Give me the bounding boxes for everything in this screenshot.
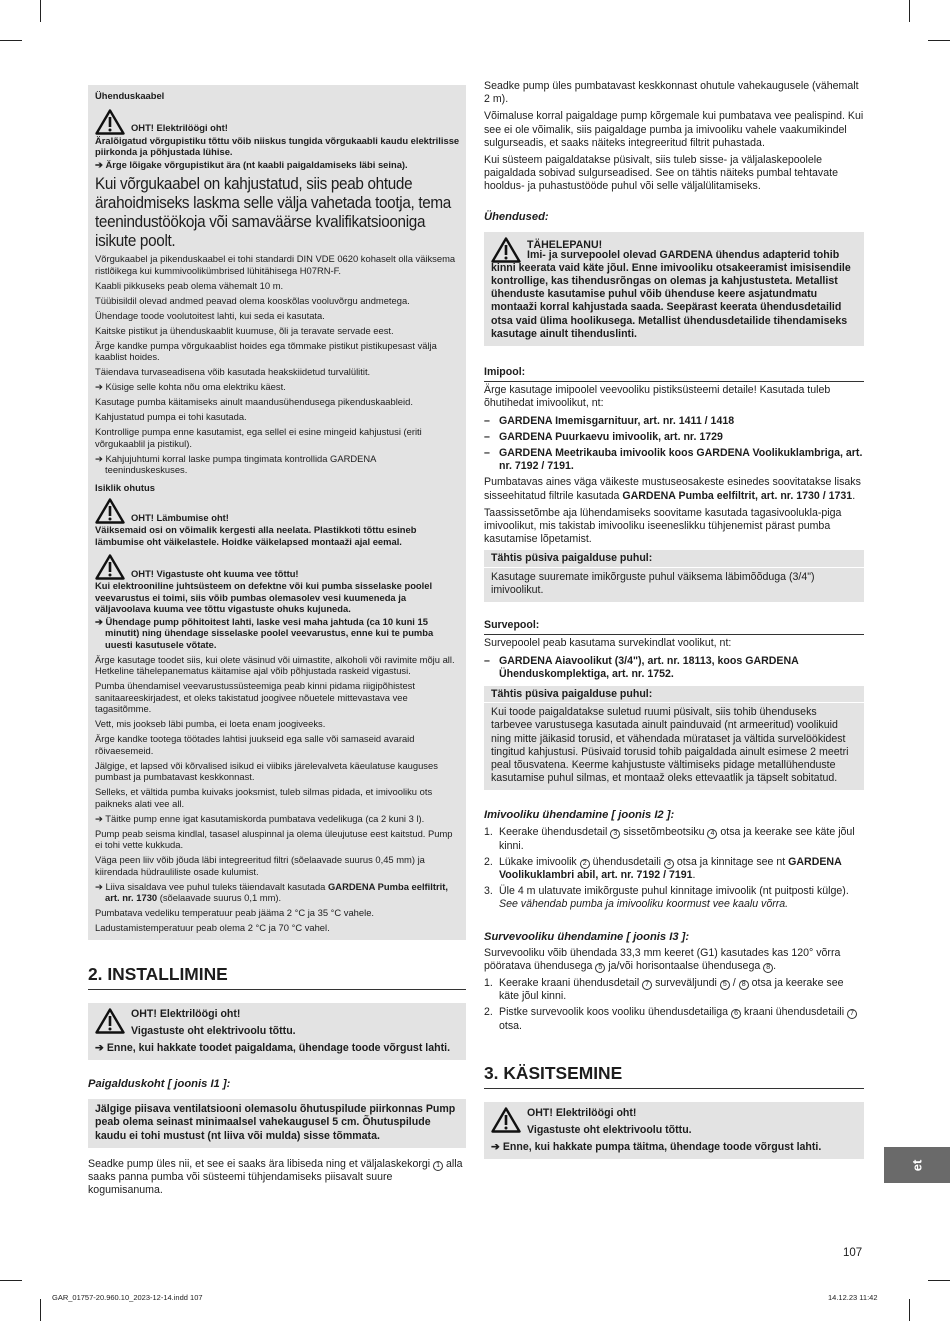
text: Kontrollige pumpa enne kasutamist, ega sellel ei esine mingeid kahjustusi (eriti võrgukaablil ja pistikul). <box>95 426 422 449</box>
list-item: 1. Keerake ühendusdetail 3 sissetõmbeotsiku 4 otsa ja keerake see käte jõul kinni. <box>484 826 855 852</box>
text: Survepoolel peab kasutama survekindlat voolikut, nt: <box>484 637 732 650</box>
text: Ärge kandke tootega töötades lahtisi juukseid ega salle või samaseid avaraid rõivaesemeid. <box>95 733 415 756</box>
arrow-icon: ➔ <box>95 1041 104 1054</box>
warning-icon <box>95 554 125 580</box>
important-text: Kui toode paigaldatakse suletud ruumi püsivalt, siis tohib ühenduseks tarbevee varustusega kasutada ainult painduvaid (nt armeeritud) voolikuid ning mitte jäikasid torusid, et vähendada mürataset ja vältida survelöökidest tingitud kahjustusi. Püsivaid torusid tohib paigaldada ainult esimese 2 meetri peal tõusvatena. Keerme kahjustuste vältimiseks pidage metallühenduste kasutamise puhul silmas, et montaaž oleks ettevaatlik ja täpselt sobitatud. <box>491 706 849 785</box>
text: Pumba ühendamisel veevarustussüsteemiga peab kinni pidama riigipõhistest sanitaareeskirjadest, et oleks takistatud joogivee nõuetele mittevastava vee tagasitõmme. <box>95 680 415 714</box>
text: Väga peen liiv võib jõuda läbi integreeritud filtri (sõelaavade suurus 0,45 mm) ja kiirendada hüdrauliliste osade kulumist. <box>95 854 425 877</box>
heading-rule <box>484 381 864 382</box>
suction-heading: Imipool: <box>484 366 526 379</box>
important-text: Kasutage suuremate imikõrguste puhul väiksema läbimõõduga (3/4") imivoolikut. <box>491 570 815 596</box>
text: Seadke pump üles pumbatavast keskkonnast ohutule vahekaugusele (vähemalt 2 m). <box>484 80 859 106</box>
text: Tüübisildil olevad andmed peavad olema kooskõlas vooluvõrgu andmetega. <box>95 294 410 306</box>
hot-water-warning <box>95 554 460 580</box>
attention-box <box>484 232 864 346</box>
list-item: 1. Keerake kraani ühendusdetail 7 surveväljundi 5 / 8 otsa ja keerake see käte jõul kinni. <box>484 976 844 1003</box>
text: Taassissetõmbe aja lühendamiseks soovitame kasutada tagasivoolukla-piga imivoolikut, mis takistab imivooliku iseeneslikku tühjenemist pärast pumba kasutamise lõpetamist. <box>484 506 842 546</box>
warning-label: OHT! Elektrilöögi oht! <box>131 121 228 133</box>
crop-mark <box>909 1299 910 1321</box>
warning-instruction: ➔ Ühendage pump põhitoitest lahti, laske vesi maha jahtuda (ca 10 kuni 15 minutit) ning ühendage sisselaske poolel veevarustus, enne kui te pumba uuesti kasutusele võtate. <box>95 615 434 650</box>
language-tab: et <box>884 1147 950 1183</box>
list-item: – GARDENA Meetrikauba imivoolik koos GARDENA Voolikuklambriga, art. nr. 7192 / 7191. <box>484 447 863 473</box>
footer-date: 14.12.23 11:42 <box>828 1293 878 1302</box>
warning-text: Äralõigatud võrgupistiku tõttu võib niiskus tungida võrgukaabli kaudu elektrilisse piirkonda ja põhjustada lühise. <box>95 134 460 157</box>
suffocation-warning <box>95 498 460 524</box>
text: Pump peab seisma kindlal, tasasel aluspinnal ja olema üleujutuse eest kaitstud. Pump ei tohi vette kukkuda. <box>95 827 453 850</box>
instruction: ➔ Täitke pump enne igat kasutamiskorda pumbatava vedelikuga (ca 2 kuni 3 l). <box>95 812 425 824</box>
arrow-icon: ➔ <box>95 880 103 892</box>
instruction: ➔ Kahjujuhtumi korral laske pumpa tingimata kontrollida GARDENA teeninduskeskuses. <box>95 452 376 475</box>
warning-row <box>95 1008 460 1042</box>
text: Survevooliku võib ühendada 33,3 mm keeret (G1) kasutades kas 120° võrra pööratava ühendusega 5 ja/või horisontaalse ühendusega 8 . <box>484 946 841 972</box>
warning-icon <box>95 1008 125 1034</box>
right-column <box>484 80 864 1159</box>
placement-text: Seadke pump üles nii, et see ei saaks ära libiseda ning et väljalaskekorgi 1 alla saaks panna pumba või süsteemi tühjendamiseks piisavalt suure kogumisanuma. <box>88 1157 463 1197</box>
heading-rule <box>484 634 864 635</box>
cable-title: Ühenduskaabel <box>95 90 165 101</box>
text: Kui süsteem paigaldatakse püsivalt, siis tuleb sisse- ja väljalaskepoolele paigaldada sobivad sulgurseadised. See on tähtis näiteks pumbal tehtavate hooldus- ja puhastustööde puhul või selle väljalülitamiseks. <box>484 154 838 193</box>
text: Ärge kandke pumpa võrgukaablist hoides ega tõmmake pistikut pistikupesast välja kaablist hoides. <box>95 339 437 362</box>
part-7-icon: 7 <box>642 980 652 990</box>
part-8-icon: 8 <box>763 963 773 973</box>
text: Võimaluse korral paigaldage pump kõrgemale kui pumbatava vee pealispind. Kui see ei ole võimalik, siis paigaldage pumba ja imivooliku vahele vaakumikindel sulgurseadis, et saaks näiteks integreeritud filtrit puhastada. <box>484 110 864 149</box>
important-box <box>484 686 864 790</box>
warning-lines <box>131 1008 296 1042</box>
warning-icon <box>95 498 125 524</box>
suction-hose-heading: Imivooliku ühendamine [ joonis I2 ]: <box>484 809 675 822</box>
connections-heading: Ühendused: <box>484 210 549 223</box>
warning-text: Vigastuste oht elektrivoolu tõttu. <box>131 1024 296 1037</box>
text: Vett, mis jookseb läbi pumba, ei loeta enam joogiveeks. <box>95 718 326 729</box>
crop-mark <box>40 0 41 22</box>
warning-row <box>491 1107 858 1141</box>
text: Pumbatavas aines väga väikeste mustuseosakeste esinedes soovitatakse lisaks sisseehitatud filtrile kasutada GARDENA Pumba eelfiltrit, art. nr. 1730 / 1731. <box>484 476 861 502</box>
instruction: ➔ Küsige selle kohta nõu oma elektriku käest. <box>95 381 286 392</box>
warning-text: Kui elektrooniline juhtsüsteem on defektne või kui pumba sisselaske poolel veevarustus ei toimi, siis võib pumbas olemasolev vesi kuumeneda ja väljavoolava kuuma vee tõttu vigastuste ohuks kujuneda. <box>95 580 433 614</box>
left-column <box>88 85 466 1201</box>
electric-warning <box>95 109 460 135</box>
heading-rule <box>88 989 466 990</box>
text: Kaitske pistikut ja ühenduskaablit kuumuse, õli ja teravate servade eest. <box>95 324 394 336</box>
text: Kasutage pumba käitamiseks ainult maandusühendusega pikenduskaableid. <box>95 396 413 407</box>
placement-box-text: Jälgige piisava ventilatsiooni olemasolu õhutuspilude piirkonnas Pump peab olema seinast minimaalsel vahekaugusel 5 cm. Õhutuspilude kaudu ei tohi mustust (nt liiva või mulda) sisse tõmmata. <box>95 1103 456 1142</box>
list-item: – GARDENA Aiavoolikut (3/4"), art. nr. 18113, koos GARDENA Ühenduskomplektiga, art. nr. 1752. <box>484 654 799 680</box>
list-item: – GARDENA Puurkaevu imivoolik, art. nr. 1729 <box>484 430 723 443</box>
arrow-icon: ➔ <box>491 1141 500 1154</box>
important-box <box>484 550 864 602</box>
placement-heading: Paigalduskoht [ joonis I1 ]: <box>88 1078 231 1091</box>
part-2-icon: 2 <box>580 859 590 869</box>
list-item: 2. Pistke survevoolik koos vooliku ühendusdetailiga 6 kraani ühendusdetaili 7 otsa. <box>484 1006 864 1032</box>
warning-label: OHT! Lämbumise oht! <box>131 512 229 523</box>
heading-rule <box>484 567 864 568</box>
warning-label: OHT! Elektrilöögi oht! <box>131 1007 241 1020</box>
warning-text: Vigastuste oht elektrivoolu tõttu. <box>527 1123 692 1136</box>
crop-mark <box>909 0 910 22</box>
part-3-icon: 3 <box>664 859 674 869</box>
crop-mark <box>40 1299 41 1321</box>
arrow-icon: ➔ <box>95 158 103 170</box>
crop-mark <box>0 1280 22 1281</box>
part-8-icon: 8 <box>739 980 749 990</box>
warning-instruction: ➔ Enne, kui hakkate pumpa täitma, ühendage toode võrgust lahti. <box>491 1141 822 1154</box>
part-5-icon: 5 <box>720 980 730 990</box>
warning-icon <box>95 109 125 135</box>
heading-rule <box>484 702 864 703</box>
part-4-icon: 4 <box>707 829 717 839</box>
operation-warning-box <box>484 1102 864 1160</box>
warning-icon <box>491 1107 521 1133</box>
warning-text: Väiksemaid osi on võimalik kergesti alla neelata. Plastikkoti tõttu esineb lämbumise oht väikelastele. Hoidke väikelapsed montaaži ajal eemal. <box>95 524 417 547</box>
text: Ladustamistemperatuur peab olema 2 °C ja 70 °C vahel. <box>95 922 330 933</box>
important-title: Tähtis püsiva paigalduse puhul: <box>491 687 653 700</box>
text: Kahjustatud pumpa ei tohi kasutada. <box>95 411 247 422</box>
warning-label: OHT! Elektrilöögi oht! <box>527 1106 637 1119</box>
placement-box <box>88 1099 466 1148</box>
section-heading-installation: 2. INSTALLIMINE <box>88 963 228 984</box>
warning-instruction: ➔ Ärge lõigake võrgupistikut ära (nt kaabli paigaldamiseks läbi seina). <box>95 158 408 170</box>
warning-label: OHT! Vigastuste oht kuuma vee tõttu! <box>131 568 299 579</box>
list-item: – GARDENA Imemisgarnituur, art. nr. 1411 / 1418 <box>484 414 735 427</box>
warning-instruction: ➔ Enne, kui hakkate toodet paigaldama, ühendage toode võrgust lahti. <box>95 1041 451 1054</box>
list-item: 2. Lükake imivoolik 2 ühendusdetaili 3 otsa ja kinnitage see nt GARDENA Voolikuklambri abil, art. nr. 7192 / 7191. <box>484 855 842 881</box>
attention-label: TÄHELEPANU! <box>527 238 603 251</box>
crop-mark <box>0 40 22 41</box>
text: Kaabli pikkuseks peab olema vähemalt 10 m. <box>95 279 284 291</box>
part-3-icon: 3 <box>610 829 620 839</box>
installation-warning-box <box>88 1003 466 1061</box>
text: Täiendava turvaseadisena võib kasutada heakskiidetud turvalülitit. <box>95 366 371 377</box>
crop-mark <box>928 40 950 41</box>
text: Ärge kasutage imipoolel veevooliku pistiksüsteemi detaile! Kasutada tuleb õhutihedat imivoolikut, nt: <box>484 384 831 410</box>
text: Võrgukaabel ja pikenduskaabel ei tohi standardi DIN VDE 0620 kohaselt olla väiksema ristlõikega kui kummivoolikümbrised lühitähisega H07RN-F. <box>95 253 456 276</box>
text: Selleks, et vältida pumba kuivaks jooksmist, tuleb silmas pidada, et imivooliku ots paikneks alati vee all. <box>95 786 433 809</box>
arrow-icon: ➔ <box>95 452 103 464</box>
pressure-hose-heading: Survevooliku ühendamine [ joonis I3 ]: <box>484 930 690 943</box>
cable-replacement-note: Kui võrgukaabel on kahjustatud, siis peab ohtude ärahoidmiseks laskma selle välja vahetada tootja, tema teenindustöökoja või samaväärse kvalifikatsiooniga isikute poolt. <box>95 174 451 250</box>
section-heading-operation: 3. KÄSITSEMINE <box>484 1062 623 1083</box>
part-1-icon: 1 <box>433 1161 443 1171</box>
instruction: ➔ Liiva sisaldava vee puhul tuleks täiendavalt kasutada GARDENA Pumba eelfiltrit, art. nr. 1730 (sõelaavade suurus 0,1 mm). <box>95 880 448 903</box>
part-7-icon: 7 <box>847 1009 857 1019</box>
pressure-heading: Survepool: <box>484 619 540 632</box>
part-5-icon: 5 <box>595 963 605 973</box>
heading-rule <box>484 1088 864 1089</box>
warning-lines <box>527 1107 692 1141</box>
arrow-icon: ➔ <box>95 615 103 627</box>
warning-icon <box>491 237 521 263</box>
arrow-icon: ➔ <box>95 812 103 824</box>
footer-file-info: GAR_01757-20.960.10_2023-12-14.indd 107 <box>52 1293 203 1302</box>
attention-text: Imi- ja survepoolel olevad GARDENA ühendus adapterid tohib kinni keerata vaid käte jõul. Enne imivooliku otsakeeramist imisisendile kontrollige, kas tihendusrõngas on olemas ja kahjustusteta. Metallist ühenduste kasutamise puhul võib ühenduse keere asjatundmatu montaaži korral kahjustada saada. Seepärast keerata ühendusdetailid otsa vaid ülima hoolikusega. Metallist ühendusdetailide tihendamiseks kasutage ainult tihenduslinti. <box>491 248 851 340</box>
text: Ühendage toode voolutoitest lahti, kui seda ei kasutata. <box>95 309 325 321</box>
text: Pumbatava vedeliku temperatuur peab jääma 2 °C ja 35 °C vahele. <box>95 907 375 918</box>
page-number: 107 <box>843 1247 863 1259</box>
text: Ärge kasutage toodet siis, kui olete väsinud või uimastite, alkoholi või ravimite mõju all. Hetkeline tähelepanematus käitamise ajal võib põhjustada raskeid vigastusi. <box>95 653 455 676</box>
part-6-icon: 6 <box>731 1009 741 1019</box>
list-item: 3. Üle 4 m ulatuvate imikõrguste puhul kinnitage imivoolik (nt puitposti külge). See vähendab pumba ja imivooliku koormust vee kaalu võrra. <box>484 885 849 911</box>
personal-safety-title: Isiklik ohutus <box>95 481 155 493</box>
text: Jälgige, et lapsed või kõrvalised isikud ei viibiks järelevalveta käeulatuse kauguses pumbast ja pumbatavast keskkonnast. <box>95 759 438 782</box>
cable-safety-box <box>88 85 466 940</box>
important-title: Tähtis püsiva paigalduse puhul: <box>491 552 653 565</box>
crop-mark <box>928 1280 950 1281</box>
arrow-icon: ➔ <box>95 381 103 392</box>
